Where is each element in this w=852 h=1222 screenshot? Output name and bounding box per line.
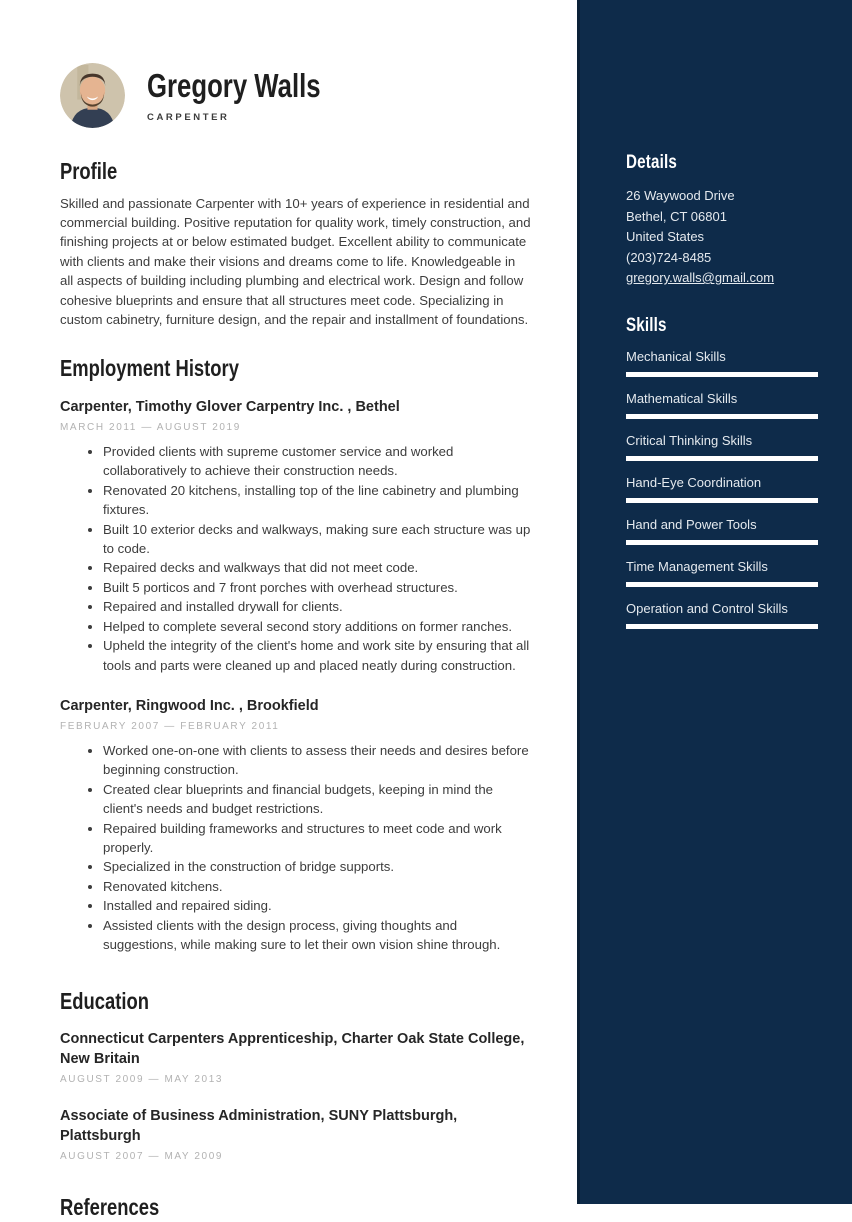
skill-level-fill — [626, 624, 818, 629]
profile-summary: Skilled and passionate Carpenter with 10+ years of experience in residential and commercial building. Positive reputation for quality work, timely construction, and finishing projects at or below estimated budget. Excellent ability to communicate with clients and make their visions and dreams come to life. Knowledgeable in all aspects of building including plumbing and electrical work. Design and follow cohesive blueprints and ensure that all structures meet code. Specializing in custom cabinetry, furniture design, and the repair and installment of foundations. — [60, 195, 531, 328]
candidate-name: Gregory Walls — [147, 67, 321, 105]
education-heading: Education — [60, 988, 149, 1015]
profile-heading: Profile — [60, 158, 118, 184]
details-lines — [626, 186, 818, 289]
address-line-1: 26 Waywood Drive — [626, 188, 735, 203]
sidebar — [577, 0, 852, 1204]
education-title: Associate of Business Administration, SUNY Plattsburgh, Plattsburgh — [60, 1107, 458, 1144]
skill-label: Hand and Power Tools — [626, 516, 757, 532]
skills-heading: Skills — [626, 314, 667, 336]
details-heading: Details — [626, 152, 677, 173]
header-text — [147, 68, 370, 122]
skill-item — [626, 600, 818, 629]
education-dates: AUGUST 2009 — MAY 2013 — [60, 1073, 224, 1085]
skill-level-bar — [626, 624, 818, 629]
skill-label: Mechanical Skills — [626, 348, 726, 364]
job-bullet: • Upheld the integrity of the client's home and work site by ensuring that all tools and parts were cleaned up and placed neatly during construction. — [103, 636, 532, 675]
skill-label: Operation and Control Skills — [626, 600, 788, 616]
skill-item — [626, 432, 818, 461]
address-country: United States — [626, 229, 705, 244]
education-title: Connecticut Carpenters Apprenticeship, Charter Oak State College, New Britain — [60, 1030, 525, 1067]
job-title: Carpenter, Timothy Glover Carpentry Inc. , Bethel — [60, 399, 400, 416]
job-bullet: • Assisted clients with the design process, giving thoughts and suggestions, while making sure to let their own vision shine through. — [103, 916, 532, 955]
job-title: Carpenter, Ringwood Inc. , Brookfield — [60, 697, 319, 714]
job-bullet: • Provided clients with supreme customer service and worked collaboratively to achieve their construction needs. — [103, 442, 532, 481]
skill-level-fill — [626, 540, 818, 545]
profile-photo — [60, 63, 125, 128]
references-heading: References — [60, 1193, 160, 1220]
education-entry — [60, 1029, 532, 1085]
email-link[interactable]: gregory.walls@gmail.com — [626, 270, 775, 285]
skill-item — [626, 348, 818, 377]
job-bullet: • Helped to complete several second story additions on former ranches. — [103, 617, 532, 636]
job-bullet-list — [60, 741, 532, 954]
education-dates: AUGUST 2007 — MAY 2009 — [60, 1150, 224, 1162]
profile-photo-illustration — [60, 63, 125, 128]
education-entry — [60, 1106, 532, 1162]
skill-level-bar — [626, 414, 818, 419]
address-line-2: Bethel, CT 06801 — [626, 208, 727, 224]
skill-level-fill — [626, 498, 818, 503]
resume-header — [60, 63, 532, 128]
job-bullet: • Built 5 porticos and 7 front porches with overhead structures. — [103, 578, 532, 597]
skill-level-bar — [626, 540, 818, 545]
job-dates: MARCH 2011 — AUGUST 2019 — [60, 422, 241, 434]
skill-level-fill — [626, 582, 818, 587]
skill-item — [626, 558, 818, 587]
skill-level-fill — [626, 456, 818, 461]
skill-item — [626, 516, 818, 545]
job-bullet: • Repaired building frameworks and structures to meet code and work properly. — [103, 819, 532, 858]
job-bullet: • Repaired and installed drywall for clients. — [103, 597, 532, 616]
job-entry — [60, 696, 532, 954]
skill-item — [626, 474, 818, 503]
skill-level-bar — [626, 498, 818, 503]
job-bullet: • Worked one-on-one with clients to assess their needs and desires before beginning construction. — [103, 741, 532, 780]
sidebar-details-section — [626, 152, 818, 289]
skill-label: Time Management Skills — [626, 558, 768, 574]
section-profile — [60, 158, 532, 329]
section-education — [60, 988, 532, 1162]
job-bullet: • Built 10 exterior decks and walkways, making sure each structure was up to code. — [103, 520, 532, 559]
job-bullet: • Renovated kitchens. — [103, 877, 532, 896]
section-references — [60, 1194, 532, 1222]
skill-level-fill — [626, 372, 818, 377]
job-bullet-list — [60, 442, 532, 675]
candidate-job-title: CARPENTER — [147, 111, 230, 123]
job-entry — [60, 397, 532, 675]
skill-label: Mathematical Skills — [626, 390, 738, 406]
skill-level-bar — [626, 372, 818, 377]
job-bullet: • Renovated 20 kitchens, installing top of the line cabinetry and plumbing fixtures. — [103, 481, 532, 520]
skill-level-fill — [626, 414, 818, 419]
job-dates: FEBRUARY 2007 — FEBRUARY 2011 — [60, 720, 280, 732]
skill-level-bar — [626, 456, 818, 461]
job-bullet: • Created clear blueprints and financial budgets, keeping in mind the client's needs and budget restrictions. — [103, 780, 532, 819]
section-employment-history — [60, 355, 532, 954]
skill-level-bar — [626, 582, 818, 587]
skill-label: Hand-Eye Coordination — [626, 474, 762, 490]
sidebar-skills-section — [626, 315, 818, 629]
skill-item — [626, 390, 818, 419]
job-bullet: • Installed and repaired siding. — [103, 896, 532, 915]
job-bullet: • Specialized in the construction of bridge supports. — [103, 857, 532, 876]
employment-history-heading: Employment History — [60, 355, 239, 382]
phone-number: (203)724-8485 — [626, 249, 712, 265]
skill-label: Critical Thinking Skills — [626, 432, 753, 448]
job-bullet: • Repaired decks and walkways that did not meet code. — [103, 558, 532, 577]
